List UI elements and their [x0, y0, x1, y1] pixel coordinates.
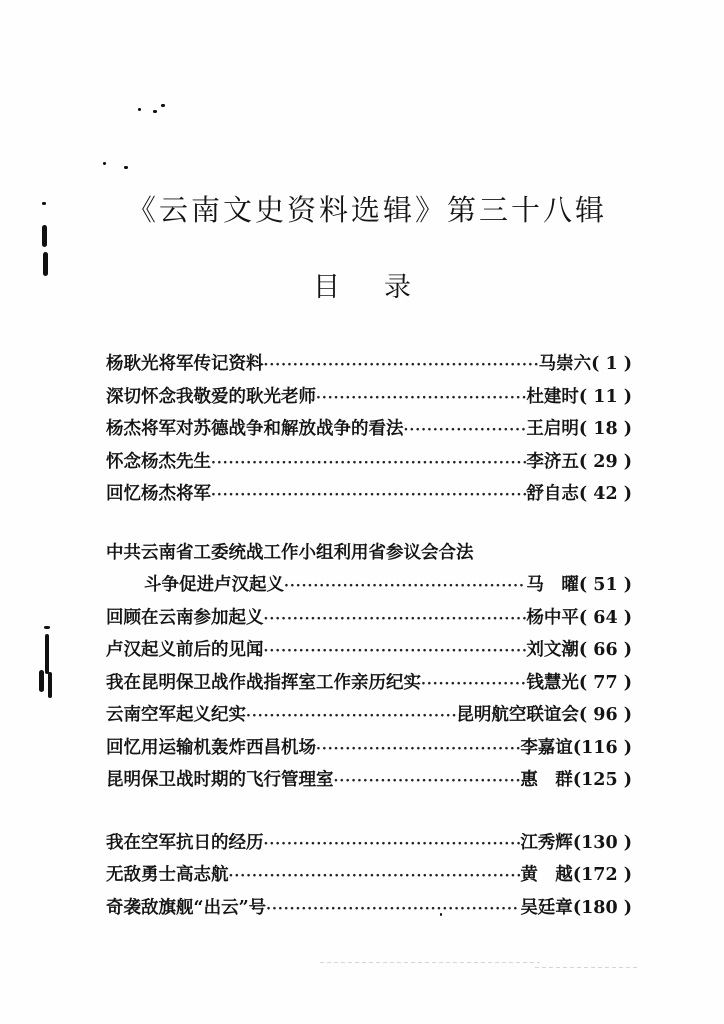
scan-speck [103, 162, 106, 165]
entry-title: 无敌勇士高志航 [106, 865, 229, 885]
entry-page: (172 ) [572, 865, 632, 885]
group-spacer [106, 511, 632, 537]
toc-entry[interactable] [106, 381, 632, 414]
toc-group [106, 537, 632, 797]
dot-leader [266, 893, 520, 926]
dot-leader [421, 668, 526, 701]
entry-page: (125 ) [572, 770, 632, 790]
entry-title: 杨杰将军对苏德战争和解放战争的看法 [106, 419, 404, 439]
section-heading [0, 265, 724, 304]
toc-entry[interactable] [106, 892, 632, 925]
scan-speck [161, 104, 165, 107]
entry-author: 马崇六 [538, 354, 592, 374]
entry-author: 钱慧光 [526, 672, 579, 693]
entry-author: 黄 越 [520, 865, 573, 885]
entry-author: 惠 群 [520, 770, 573, 790]
entry-author: 江秀辉 [520, 832, 573, 853]
scan-speck [138, 108, 141, 111]
dot-leader [211, 447, 526, 480]
binding-mark [48, 672, 52, 698]
entry-page: ( 1 ) [591, 354, 632, 374]
toc-entry[interactable] [106, 478, 632, 511]
entry-author: 杨中平 [526, 607, 579, 628]
dot-leader [264, 349, 539, 382]
entry-author: 杜建时 [526, 386, 579, 407]
entry-title: 奇袭敌旗舰“出云”号 [106, 897, 267, 918]
entry-author: 马 曜 [526, 575, 579, 595]
entry-title: 怀念杨杰先生 [106, 451, 211, 472]
heading-char: 录 [384, 272, 411, 303]
entry-author: 刘文潮 [526, 640, 579, 660]
entry-title: 杨耿光将军传记资料 [106, 354, 264, 374]
toc-entry[interactable] [106, 634, 632, 667]
entry-page: (130 ) [572, 832, 632, 853]
dot-leader [246, 700, 456, 733]
binding-mark [44, 626, 50, 629]
entry-title: 回忆用运输机轰炸西昌机场 [106, 737, 316, 758]
dot-leader [284, 570, 526, 603]
heading-char: 目 [313, 272, 340, 303]
scan-speck [153, 110, 157, 113]
entry-page: (180 ) [572, 897, 632, 918]
entry-title: 昆明保卫战时期的飞行管理室 [106, 770, 334, 790]
entry-title: 卢汉起义前后的见闻 [106, 640, 264, 660]
toc-entry[interactable] [106, 413, 632, 446]
toc-group [106, 827, 632, 925]
toc-entry-continuation[interactable] [106, 569, 632, 602]
dot-leader [334, 765, 521, 798]
entry-title-continuation: 斗争促进卢汉起义 [144, 575, 284, 595]
entry-title: 深切怀念我敬爱的耿光老师 [106, 386, 316, 407]
entry-page: ( 77 ) [578, 672, 632, 693]
binding-mark [39, 670, 44, 692]
entry-title: 中共云南省工委统战工作小组利用省参议会合法 [106, 542, 474, 563]
toc-entry[interactable] [106, 859, 632, 892]
entry-page: ( 18 ) [578, 419, 632, 439]
entry-title: 回顾在云南参加起义 [106, 607, 264, 628]
toc-entry[interactable] [106, 764, 632, 797]
dot-leader [264, 828, 521, 861]
toc-entry[interactable] [106, 732, 632, 765]
entry-author: 李济五 [526, 451, 579, 472]
entry-page: ( 42 ) [578, 484, 632, 504]
toc-entry-first-line[interactable] [106, 537, 632, 570]
group-spacer [106, 797, 632, 827]
scan-speck [124, 166, 128, 169]
toc-entry[interactable] [106, 348, 632, 381]
dot-leader [264, 603, 527, 636]
toc-entry[interactable] [106, 699, 632, 732]
dot-leader [404, 414, 527, 447]
entry-page: ( 64 ) [578, 607, 632, 628]
entry-title: 云南空军起义纪实 [106, 705, 246, 725]
entry-page: ( 51 ) [578, 575, 632, 595]
entry-title: 我在昆明保卫战作战指挥室工作亲历纪实 [106, 672, 421, 693]
toc-entry[interactable] [106, 446, 632, 479]
entry-title: 我在空军抗日的经历 [106, 832, 264, 853]
dot-leader [264, 635, 527, 668]
toc-group [106, 348, 632, 511]
entry-page: (116 ) [572, 737, 632, 758]
entry-page: ( 11 ) [578, 386, 632, 407]
table-of-contents [106, 348, 632, 924]
dot-leader [211, 479, 526, 512]
scan-line [535, 967, 640, 968]
scan-line [320, 962, 540, 963]
page-title: 《云南文史资料选辑》第三十八辑 [126, 193, 607, 227]
entry-author: 李嘉谊 [520, 737, 573, 758]
toc-entry[interactable] [106, 602, 632, 635]
dot-leader [229, 860, 521, 893]
dot-leader [316, 733, 520, 766]
entry-author: 吴廷章 [520, 897, 573, 918]
entry-author: 舒自志 [526, 484, 579, 504]
entry-author: 昆明航空联谊会 [456, 705, 579, 725]
entry-author: 王启明 [526, 419, 579, 439]
entry-title: 回忆杨杰将军 [106, 484, 211, 504]
dot-leader [316, 382, 526, 415]
binding-mark [45, 634, 49, 674]
entry-page: ( 29 ) [578, 451, 632, 472]
toc-entry[interactable] [106, 827, 632, 860]
entry-page: ( 96 ) [578, 705, 632, 725]
entry-page: ( 66 ) [578, 640, 632, 660]
toc-entry[interactable] [106, 667, 632, 700]
